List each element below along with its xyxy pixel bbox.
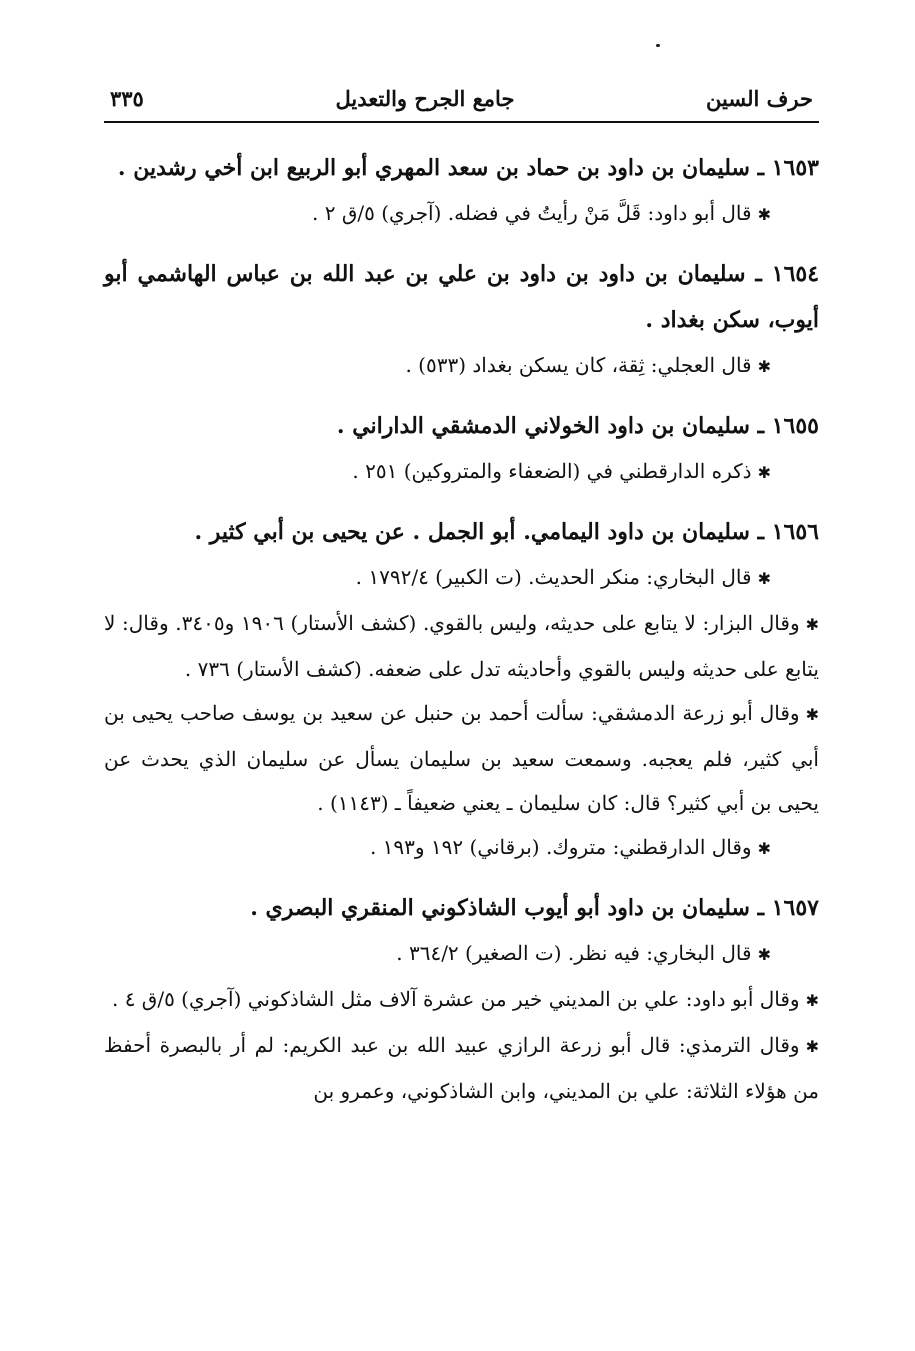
biography-entry [104, 509, 819, 871]
note-text: قال العجلي: ثِقة، كان يسكن بغداد (٥٣٣) . [405, 353, 752, 377]
asterisk-icon: ✱ [805, 705, 819, 724]
entry-heading [104, 885, 819, 931]
entry-heading [104, 145, 819, 191]
note-text: قال أبو داود: قَلَّ مَنْ رأيتُ في فضله. (آجري) ٥/ق ٢ . [312, 201, 752, 225]
asterisk-icon: ✱ [805, 615, 820, 634]
entry-heading [104, 403, 819, 449]
entry-note [104, 931, 819, 977]
note-text: وقال أبو داود: علي بن المديني خير من عشرة آلاف مثل الشاذكوني (آجري) ٥/ق ٤ . [111, 987, 800, 1011]
asterisk-icon: ✱ [757, 839, 771, 858]
asterisk-icon: ✱ [805, 1037, 819, 1056]
note-text: وقال الدارقطني: متروك. (برقاني) ١٩٢ و١٩٣ . [369, 835, 752, 859]
note-text: قال البخاري: منكر الحديث. (ت الكبير) ١٧٩٢/٤ . [355, 565, 752, 589]
note-text: وقال الترمذي: قال أبو زرعة الرازي عبيد الله بن عبد الكريم: لم أر بالبصرة أحفظ من هؤلاء الثلاثة: علي بن المديني، وابن الشاذكوني، وعمرو بن [104, 1033, 819, 1103]
entry-note [104, 343, 819, 389]
entry-separator: ـ [749, 413, 772, 439]
entry-separator: ـ [749, 895, 772, 921]
entry-separator: ـ [749, 155, 772, 181]
asterisk-icon: ✱ [757, 357, 771, 376]
running-header [104, 86, 819, 123]
asterisk-icon: ✱ [757, 463, 771, 482]
entry-number: ١٦٥٤ [771, 261, 820, 287]
entry-number: ١٦٥٣ [771, 155, 819, 181]
note-text: قال البخاري: فيه نظر. (ت الصغير) ٣٦٤/٢ . [396, 941, 752, 965]
chapter-title: حرف السين [706, 86, 813, 111]
entry-separator: ـ [749, 519, 772, 545]
note-text: وقال أبو زرعة الدمشقي: سألت أحمد بن حنبل عن سعيد بن يوسف صاحب يحيى بن أبي كثير، فلم يعجبه. وسمعت سعيد بن سليمان يسأل عن سليمان الذي يحدث عن يحيى بن أبي كثير؟ قال: كان سليمان ـ يعني ضعيفاً ـ (١١٤٣) . [104, 701, 819, 815]
entry-note [104, 691, 819, 825]
biography-entry [104, 885, 819, 1113]
entry-name: سليمان بن داود أبو أيوب الشاذكوني المنقري البصري . [250, 895, 750, 921]
entry-note [104, 449, 819, 495]
entry-heading [104, 251, 819, 343]
entry-number: ١٦٥٥ [771, 413, 819, 439]
entry-note [104, 825, 819, 871]
entry-name: سليمان بن داود الخولاني الدمشقي الداراني . [336, 413, 750, 439]
entry-name: سليمان بن داود بن حماد بن سعد المهري أبو الربيع ابن أخي رشدين . [117, 155, 750, 181]
entry-note [104, 1023, 819, 1113]
asterisk-icon: ✱ [805, 991, 819, 1010]
entry-note [104, 977, 819, 1023]
entry-note [104, 191, 819, 237]
scan-speck [656, 44, 660, 47]
entry-name: سليمان بن داود بن داود بن علي بن عبد الله بن عباس الهاشمي أبو أيوب، سكن بغداد . [104, 261, 819, 333]
entry-name: سليمان بن داود اليمامي. أبو الجمل . عن يحيى بن أبي كثير . [194, 519, 750, 545]
biography-entry [104, 251, 819, 389]
note-text: ذكره الدارقطني في (الضعفاء والمتروكين) ٢٥١ . [352, 459, 752, 483]
asterisk-icon: ✱ [757, 569, 771, 588]
entry-number: ١٦٥٧ [771, 895, 819, 921]
biography-entry [104, 145, 819, 237]
page-number: ٣٣٥ [110, 86, 144, 111]
entry-separator: ـ [745, 261, 772, 287]
entry-heading [104, 509, 819, 555]
asterisk-icon: ✱ [757, 945, 771, 964]
note-text: وقال البزار: لا يتابع على حديثه، وليس بالقوي. (كشف الأستار) ١٩٠٦ و٣٤٠٥. وقال: لا يتابع على حديثه وليس بالقوي وأحاديثه تدل على ضعفه. (كشف الأستار) ٧٣٦ . [104, 611, 819, 681]
entry-note [104, 555, 819, 601]
biography-entry [104, 403, 819, 495]
book-title: جامع الجرح والتعديل [335, 86, 515, 111]
entry-note [104, 601, 819, 691]
entry-number: ١٦٥٦ [771, 519, 819, 545]
entries-list [104, 145, 819, 1113]
asterisk-icon: ✱ [757, 205, 771, 224]
